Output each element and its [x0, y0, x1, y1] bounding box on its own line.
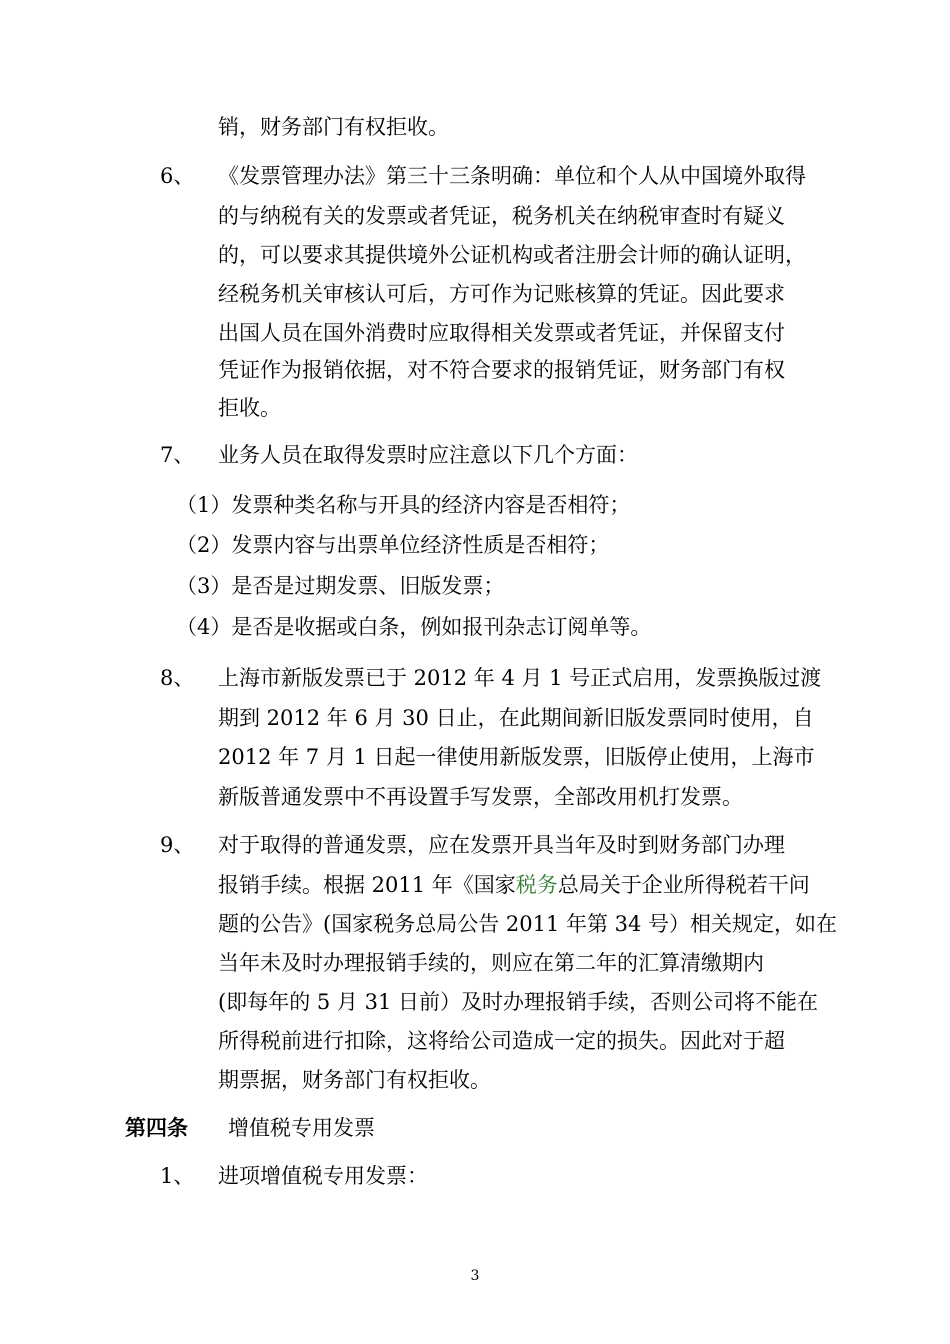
item-6-line-3: 的，可以要求其提供境外公证机构或者注册会计师的确认证明， [218, 243, 806, 267]
item-9-number: 9、 [160, 833, 195, 857]
item-7-subitem-1: （1）发票种类名称与开具的经济内容是否相符； [176, 493, 631, 517]
item-6-number: 6、 [160, 164, 195, 188]
item-7-number: 7、 [160, 443, 195, 467]
page-number: 3 [470, 1268, 480, 1284]
item-6-line-4: 经税务机关审核认可后，方可作为记账核算的凭证。因此要求 [218, 282, 785, 306]
item-9-line-2-post: 总局关于企业所得税若干问 [557, 873, 810, 897]
item-6-line-5: 出国人员在国外消费时应取得相关发票或者凭证，并保留支付 [218, 321, 785, 345]
item-8-line-2: 期到 2012 年 6 月 30 日止，在此期间新旧版发票同时使用，自 [218, 706, 814, 730]
item-9-line-4: 当年未及时办理报销手续的，则应在第二年的汇算清缴期内 [218, 951, 764, 975]
item-8-line-1: 上海市新版发票已于 2012 年 4 月 1 号正式启用，发票换版过渡 [218, 666, 822, 690]
item-8-number: 8、 [160, 666, 195, 690]
continuation-text: 销，财务部门有权拒收。 [218, 115, 449, 139]
item-7-subitem-3: （3）是否是过期发票、旧版发票； [176, 574, 505, 598]
item-1-number: 1、 [160, 1164, 195, 1188]
item-9-line-7: 期票据，财务部门有权拒收。 [218, 1068, 491, 1092]
article-4-title: 增值税专用发票 [228, 1116, 375, 1140]
item-8-line-4: 新版普通发票中不再设置手写发票，全部改用机打发票。 [218, 785, 743, 809]
item-9-line-2-pre: 报销手续。根据 2011 年《国家 [218, 873, 516, 897]
item-9-line-2 [218, 870, 810, 900]
item-9-line-3: 题的公告》(国家税务总局公告 2011 年第 34 号）相关规定，如在 [218, 912, 838, 936]
item-7-subitem-2: （2）发票内容与出票单位经济性质是否相符； [176, 533, 610, 557]
item-9-line-1: 对于取得的普通发票，应在发票开具当年及时到财务部门办理 [218, 833, 785, 857]
item-9-line-6: 所得税前进行扣除，这将给公司造成一定的损失。因此对于超 [218, 1029, 785, 1053]
article-4-label: 第四条 [125, 1115, 188, 1140]
item-9-highlight-link[interactable]: 税务 [515, 873, 558, 897]
item-9-line-5: (即每年的 5 月 31 日前）及时办理报销手续，否则公司将不能在 [218, 990, 818, 1014]
item-6-line-6: 凭证作为报销依据，对不符合要求的报销凭证，财务部门有权 [218, 358, 785, 382]
item-6-line-1: 《发票管理办法》第三十三条明确：单位和个人从中国境外取得 [218, 164, 806, 188]
item-6-line-7: 拒收。 [218, 396, 281, 420]
item-1-line: 进项增值税专用发票： [218, 1164, 428, 1188]
item-7-subitem-4: （4）是否是收据或白条，例如报刊杂志订阅单等。 [176, 615, 652, 639]
item-8-line-3: 2012 年 7 月 1 日起一律使用新版发票，旧版停止使用，上海市 [218, 745, 815, 769]
item-6-line-2: 的与纳税有关的发票或者凭证，税务机关在纳税审查时有疑义 [218, 204, 785, 228]
item-7-line: 业务人员在取得发票时应注意以下几个方面： [218, 443, 638, 467]
